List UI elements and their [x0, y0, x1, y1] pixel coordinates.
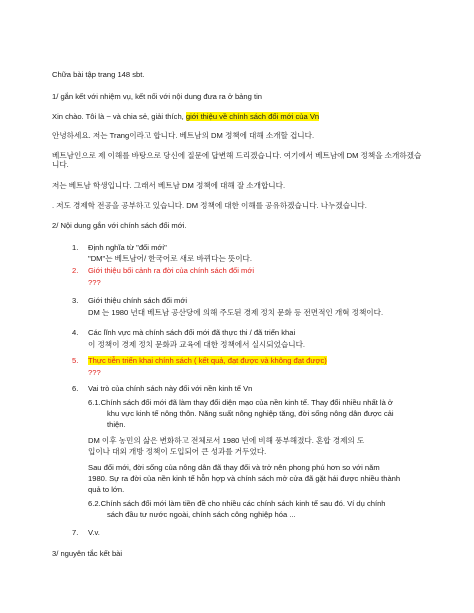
- highlighted-text: Thực tiễn triển khai chính sách ( kết quả, đạt được và không đạt được): [88, 356, 327, 365]
- doc-title: Chữa bài tập trang 148 sbt.: [52, 70, 145, 79]
- list-item: Định nghĩa từ "đổi mới": [88, 243, 167, 252]
- sub-item-6-1-line: thiện.: [107, 420, 126, 429]
- list-item: Giới thiệu chính sách đổi mới: [88, 296, 188, 305]
- section-2-heading: 2/ Nội dung gắn với chính sách đổi mới.: [52, 221, 187, 230]
- korean-paragraph-3: 저는 베트남 학생입니다. 그래서 베트남 DM 정책에 대해 잘 소개합니다.: [52, 181, 286, 190]
- list-item: V.v.: [88, 528, 100, 537]
- list-item: [88, 356, 327, 365]
- list-item: DM 는 1980 년대 베트남 공산당에 의해 주도된 경제 정치 문화 등 전면적인 개혁 정책이다.: [88, 308, 384, 317]
- sub-item-6-2-line: 6.2.Chính sách đổi mới làm tiền đề cho nhiều các chính sách kinh tế sau đó. Ví dụ chính: [88, 499, 386, 508]
- list-item-number: 2.: [72, 266, 79, 275]
- intro-plain-text: Xin chào. Tôi là ~ và chia sẻ, giải thích,: [52, 112, 186, 121]
- sub-item-6-1-line: 6.1.Chính sách đổi mới đã làm thay đổi diện mạo của nền kinh tế. Thay đổi nhiều nhất là ở: [88, 398, 393, 407]
- section-3-heading: 3/ nguyên tắc kết bài: [52, 549, 123, 558]
- list-item-number: 3.: [72, 296, 79, 305]
- list-item: Vai trò của chính sách này đối với nền kinh tế Vn: [88, 384, 253, 393]
- list-item-number: 1.: [72, 243, 79, 252]
- korean-paragraph-4: . 저도 경제학 전공을 공부하고 있습니다. DM 정책에 대한 이해를 공유하겠습니다. 나누겠습니다.: [52, 201, 367, 210]
- list-item: Giới thiệu bối cảnh ra đời của chính sách đổi mới: [88, 266, 255, 275]
- korean-paragraph-2: 베트남인으로 제 이해를 바탕으로 당신에 질문에 답변해 드리겠습니다. 여기에서 베트남에 DM 정책을 소개하겠습니다.: [52, 151, 422, 170]
- list-item: ???: [88, 368, 101, 377]
- sub-item-6-1-line: quả to lớn.: [88, 485, 125, 494]
- list-item: ???: [88, 278, 101, 287]
- list-item-number: 7.: [72, 528, 79, 537]
- list-item-number: 4.: [72, 328, 79, 337]
- list-item: "DM"는 베트남어/ 한국어로 새로 바뀌다는 뜻이다.: [88, 254, 253, 263]
- sub-item-6-2-line: sách đầu tư nước ngoài, chính sách công nghiệp hóa ...: [107, 510, 296, 519]
- korean-sub-line: DM 이후 농민의 삶은 변화하고 전체로서 1980 년에 비해 풍부해졌다. 혼합 경제의 도: [88, 436, 365, 445]
- list-item: 이 정책이 경제 정치 문화과 교육에 대한 정책에서 실시되었습니다.: [88, 340, 306, 349]
- list-item-number: 5.: [72, 356, 79, 365]
- korean-sub-line: 입이나 대외 개방 정책이 도입되어 큰 성과를 거두었다.: [88, 447, 267, 456]
- section-1-heading: 1/ gắn kết với nhiệm vụ, kết nối với nội dung đưa ra ở bảng tin: [52, 92, 262, 101]
- sub-item-6-1-line: Sau đổi mới, đời sống của nông dân đã thay đổi và trở nên phong phú hơn so với năm: [88, 463, 380, 472]
- sub-item-6-1-line: 1980. Sự ra đời của nền kinh tế hỗn hợp và chính sách mở cửa đã gặt hái được nhiều thành: [88, 474, 401, 483]
- list-item: Các lĩnh vực mà chính sách đổi mới đã thực thi / đã triển khai: [88, 328, 296, 337]
- intro-line: [52, 112, 319, 121]
- list-item-number: 6.: [72, 384, 79, 393]
- sub-item-6-1-line: khu vực kinh tế nông thôn. Năng suất nông nghiệp tăng, đời sống nông dân được cải: [107, 409, 394, 418]
- intro-highlighted-text: giới thiệu về chính sách đổi mới của Vn: [185, 112, 320, 121]
- korean-paragraph-1: 안녕하세요. 저는 Trang이라고 합니다. 베트남의 DM 정책에 대해 소개할 겁니다.: [52, 131, 315, 140]
